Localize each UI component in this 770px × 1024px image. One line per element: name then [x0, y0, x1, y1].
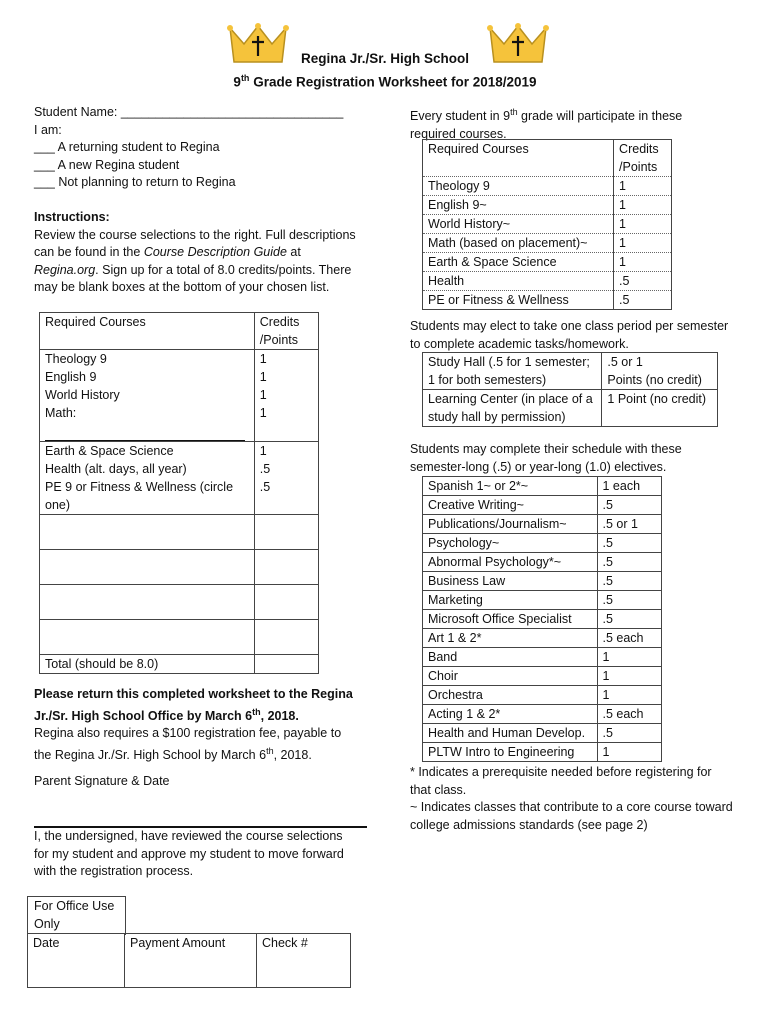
- table-row: World History~ 1: [423, 215, 672, 234]
- office-use-box: For Office Use Only: [27, 896, 126, 935]
- header-credits: Credits /Points: [254, 313, 318, 350]
- table-row: PLTW Intro to Engineering 1: [423, 743, 662, 762]
- table-header: [40, 313, 319, 350]
- table-row: Learning Center (in place of a study hall by permission) 1 Point (no credit): [423, 390, 718, 427]
- header-credits: Credits /Points: [614, 140, 672, 177]
- blank-cell[interactable]: [254, 515, 318, 550]
- table-row: Art 1 & 2* .5 each: [423, 629, 662, 648]
- blank-row: [40, 515, 319, 550]
- blank-cell[interactable]: [40, 515, 255, 550]
- required-courses-table: [422, 139, 672, 310]
- row-credits: 1 .5 .5: [254, 442, 318, 515]
- footnotes: * Indicates a prerequisite needed before registering for that class. ~ Indicates classes that contribute to a core course toward college admissions standards (see page 2): [410, 765, 733, 832]
- blank-cell[interactable]: [254, 550, 318, 585]
- table-row: [40, 350, 319, 442]
- table-row: Spanish 1~ or 2*~ 1 each: [423, 477, 662, 496]
- blank-cell[interactable]: [40, 620, 255, 655]
- header-course: Required Courses: [423, 140, 614, 177]
- option-returning[interactable]: ___ A returning student to Regina: [34, 140, 220, 154]
- table-row: Orchestra 1: [423, 686, 662, 705]
- table-row: Acting 1 & 2* .5 each: [423, 705, 662, 724]
- blank-cell[interactable]: [254, 620, 318, 655]
- footnote-core-course: ~ Indicates classes that contribute to a core course toward: [410, 800, 733, 814]
- blank-row: [40, 620, 319, 655]
- office-use-table: [27, 933, 351, 988]
- parent-signature-label: Parent Signature & Date: [34, 774, 170, 788]
- office-check[interactable]: Check #: [257, 934, 351, 988]
- blank-cell[interactable]: [254, 585, 318, 620]
- total-row: [40, 655, 319, 674]
- table-row: Marketing .5: [423, 591, 662, 610]
- table-row: Abnormal Psychology*~ .5: [423, 553, 662, 572]
- student-name-line[interactable]: Student Name: ________________________________: [34, 105, 344, 119]
- student-info: [34, 104, 343, 192]
- iam-label: I am:: [34, 122, 62, 137]
- table-row: [40, 442, 319, 515]
- study-hall-table: [422, 352, 718, 427]
- table-row: Business Law .5: [423, 572, 662, 591]
- table-row: Study Hall (.5 for 1 semester; 1 for both semesters) .5 or 1 Points (no credit): [423, 353, 718, 390]
- table-row: Health and Human Develop. .5: [423, 724, 662, 743]
- blank-row: [40, 550, 319, 585]
- table-row: Choir 1: [423, 667, 662, 686]
- table-row: Creative Writing~ .5: [423, 496, 662, 515]
- table-row: Earth & Space Science 1: [423, 253, 672, 272]
- table-header: [423, 140, 672, 177]
- return-note: Please return this completed worksheet to the Regina Jr./Sr. High School Office by March 6th, 2018. Regina also requires a $100 registration fee, payable to the Regina Jr./Sr. High School by March 6th, 2018.: [34, 687, 353, 762]
- footnote-prerequisite: * Indicates a prerequisite needed before registering for: [410, 765, 712, 779]
- office-payment[interactable]: Payment Amount: [125, 934, 257, 988]
- instructions-line: may be blank boxes at the bottom of your chosen list.: [34, 280, 330, 294]
- page-title: Regina Jr./Sr. High School: [300, 51, 470, 66]
- blank-cell[interactable]: [40, 585, 255, 620]
- row-credits: 1 1 1 1: [254, 350, 318, 442]
- table-row: PE or Fitness & Wellness .5: [423, 291, 672, 310]
- header-course: Required Courses: [40, 313, 255, 350]
- option-not-returning[interactable]: ___ Not planning to return to Regina: [34, 175, 236, 189]
- table-row: Psychology~ .5: [423, 534, 662, 553]
- table-row: Math (based on placement)~ 1: [423, 234, 672, 253]
- table-row: English 9~ 1: [423, 196, 672, 215]
- page-subtitle: 9th Grade Registration Worksheet for 2018/2019: [233, 73, 537, 90]
- electives-table: [422, 476, 662, 762]
- instructions: [34, 209, 356, 297]
- approval-statement: I, the undersigned, have reviewed the course selections for my student and approve my student to move forward with the registration process.: [34, 829, 344, 878]
- table-row: Microsoft Office Specialist .5: [423, 610, 662, 629]
- instructions-heading: Instructions:: [34, 210, 110, 224]
- instructions-line: can be found in the Course Description Guide at: [34, 245, 301, 259]
- total-label: Total (should be 8.0): [40, 655, 255, 674]
- instructions-line: Regina.org. Sign up for a total of 8.0 credits/points. There: [34, 262, 352, 277]
- office-date[interactable]: Date: [28, 934, 125, 988]
- required-intro: Every student in 9th grade will participate in these required courses.: [410, 107, 683, 141]
- total-value[interactable]: [254, 655, 318, 674]
- study-intro: Students may elect to take one class period per semester to complete academic tasks/homework.: [410, 319, 729, 351]
- option-new[interactable]: ___ A new Regina student: [34, 157, 180, 172]
- instructions-line: Review the course selections to the right. Full descriptions: [34, 227, 356, 242]
- table-row: Publications/Journalism~ .5 or 1: [423, 515, 662, 534]
- blank-cell[interactable]: [40, 550, 255, 585]
- worksheet-table: [39, 312, 319, 674]
- table-row: Band 1: [423, 648, 662, 667]
- math-fill-line[interactable]: [45, 422, 245, 441]
- table-row: Health .5: [423, 272, 672, 291]
- row-courses: Theology 9 English 9 World History Math:: [40, 350, 255, 442]
- row-courses: Earth & Space Science Health (alt. days, all year) PE 9 or Fitness & Wellness (circle one): [40, 442, 255, 515]
- table-row: Theology 9 1: [423, 177, 672, 196]
- electives-intro: Students may complete their schedule with these semester-long (.5) or year-long (1.0) electives.: [410, 442, 682, 474]
- blank-row: [40, 585, 319, 620]
